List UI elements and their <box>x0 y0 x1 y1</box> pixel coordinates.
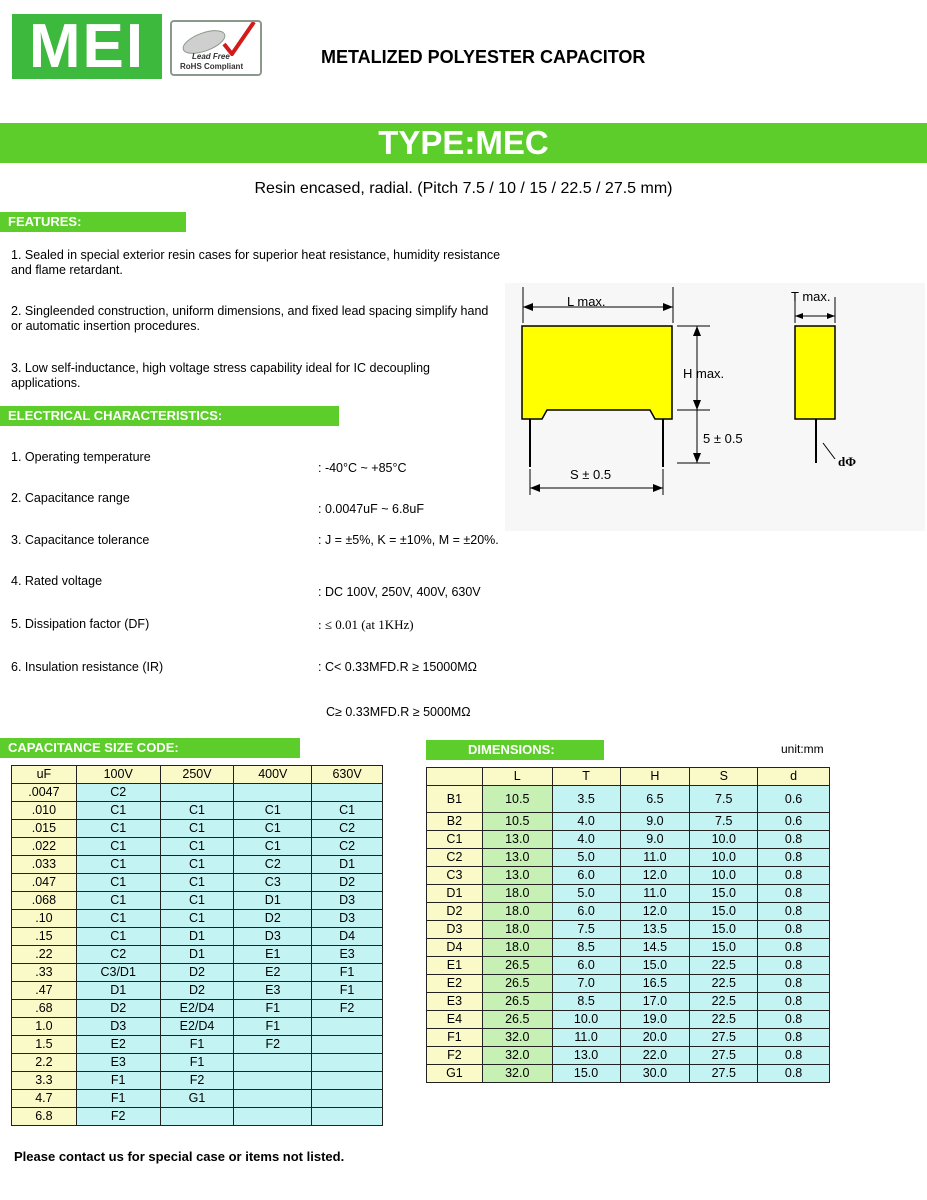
table-row <box>427 1065 830 1083</box>
dim-code-cell: C1 <box>427 831 483 849</box>
capacitance-cell: .022 <box>12 838 77 856</box>
dim-value-cell: 10.5 <box>482 786 552 813</box>
capacitance-cell: .033 <box>12 856 77 874</box>
size-code-cell <box>312 1090 383 1108</box>
size-code-cell: F2 <box>234 1036 312 1054</box>
dim-value-cell: 0.8 <box>758 939 830 957</box>
table-row <box>12 784 383 802</box>
dim-value-cell: 8.5 <box>552 993 620 1011</box>
table-row <box>12 964 383 982</box>
t-max-label: T max. <box>791 289 831 304</box>
size-code-cell: C1 <box>76 874 160 892</box>
size-code-cell <box>312 1108 383 1126</box>
dim-value-cell: 26.5 <box>482 957 552 975</box>
size-col-header: 250V <box>160 766 234 784</box>
dim-value-cell: 6.0 <box>552 957 620 975</box>
h-max-label: H max. <box>683 366 725 381</box>
elec-value-temperature: : -40°C ~ +85°C <box>318 461 407 475</box>
size-code-cell <box>234 1072 312 1090</box>
dim-value-cell: 9.0 <box>620 813 690 831</box>
table-row <box>12 874 383 892</box>
dim-code-cell: E4 <box>427 1011 483 1029</box>
dim-value-cell: 0.8 <box>758 831 830 849</box>
dim-value-cell: 10.0 <box>690 867 758 885</box>
capacitance-cell: .068 <box>12 892 77 910</box>
table-row <box>427 1011 830 1029</box>
dim-code-cell: F1 <box>427 1029 483 1047</box>
dim-value-cell: 18.0 <box>482 903 552 921</box>
table-row <box>12 802 383 820</box>
capacitance-cell: .0047 <box>12 784 77 802</box>
dim-value-cell: 0.8 <box>758 849 830 867</box>
rohs-compliant-text: RoHS Compliant <box>180 62 244 71</box>
size-code-cell: F1 <box>160 1036 234 1054</box>
dim-value-cell: 0.8 <box>758 1011 830 1029</box>
size-code-header: CAPACITANCE SIZE CODE: <box>0 738 300 758</box>
table-row <box>427 885 830 903</box>
size-col-header: uF <box>12 766 77 784</box>
size-code-cell: F2 <box>160 1072 234 1090</box>
dim-code-cell: B1 <box>427 786 483 813</box>
elec-label-voltage: 4. Rated voltage <box>11 574 103 588</box>
size-code-cell: E1 <box>234 946 312 964</box>
size-code-cell: C1 <box>312 802 383 820</box>
table-row <box>12 1090 383 1108</box>
dim-value-cell: 11.0 <box>620 885 690 903</box>
size-code-cell: D3 <box>312 910 383 928</box>
dim-value-cell: 22.5 <box>690 957 758 975</box>
dim-value-cell: 10.0 <box>690 831 758 849</box>
size-code-cell <box>234 1090 312 1108</box>
dim-value-cell: 11.0 <box>552 1029 620 1047</box>
size-code-cell: C1 <box>160 910 234 928</box>
size-code-cell: D2 <box>312 874 383 892</box>
dim-value-cell: 20.0 <box>620 1029 690 1047</box>
size-code-cell: E3 <box>234 982 312 1000</box>
dim-value-cell: 26.5 <box>482 993 552 1011</box>
dim-value-cell: 0.8 <box>758 1029 830 1047</box>
size-code-cell: F1 <box>76 1072 160 1090</box>
dim-value-cell: 22.5 <box>690 993 758 1011</box>
size-col-header: 400V <box>234 766 312 784</box>
dim-value-cell: 0.8 <box>758 903 830 921</box>
size-code-cell <box>312 1018 383 1036</box>
dim-value-cell: 4.0 <box>552 831 620 849</box>
table-row <box>427 1047 830 1065</box>
dimensions-table <box>426 767 830 1083</box>
dim-value-cell: 5.0 <box>552 885 620 903</box>
dim-value-cell: 4.0 <box>552 813 620 831</box>
size-code-cell: D1 <box>312 856 383 874</box>
size-code-cell: C2 <box>234 856 312 874</box>
dim-value-cell: 13.0 <box>482 831 552 849</box>
dim-col-header: L <box>482 768 552 786</box>
dim-value-cell: 22.5 <box>690 975 758 993</box>
table-row <box>427 975 830 993</box>
subtitle: Resin encased, radial. (Pitch 7.5 / 10 / 15 / 22.5 / 27.5 mm) <box>254 180 673 197</box>
s-label: S ± 0.5 <box>570 467 612 482</box>
lead-free-text: Lead Free <box>192 52 230 61</box>
dim-value-cell: 12.0 <box>620 867 690 885</box>
d-phi-label: dΦ <box>838 454 857 469</box>
size-code-cell: D2 <box>160 982 234 1000</box>
dim-value-cell: 0.8 <box>758 975 830 993</box>
size-code-table <box>11 765 383 1126</box>
table-row <box>427 786 830 813</box>
capacitance-cell: .33 <box>12 964 77 982</box>
table-row <box>427 1029 830 1047</box>
table-row <box>427 867 830 885</box>
elec-label-tolerance: 3. Capacitance tolerance <box>11 533 150 547</box>
size-code-cell: D1 <box>160 928 234 946</box>
table-row <box>427 939 830 957</box>
capacitance-cell: .010 <box>12 802 77 820</box>
size-code-cell: D2 <box>160 964 234 982</box>
size-code-cell <box>312 784 383 802</box>
features-header: FEATURES: <box>0 212 186 232</box>
dim-value-cell: 0.6 <box>758 813 830 831</box>
dim-value-cell: 19.0 <box>620 1011 690 1029</box>
dim-value-cell: 0.8 <box>758 885 830 903</box>
capacitance-cell: 3.3 <box>12 1072 77 1090</box>
table-row <box>12 910 383 928</box>
size-code-cell <box>160 784 234 802</box>
dim-value-cell: 13.0 <box>552 1047 620 1065</box>
dim-value-cell: 13.5 <box>620 921 690 939</box>
dim-value-cell: 27.5 <box>690 1065 758 1083</box>
size-code-cell <box>234 784 312 802</box>
size-code-cell <box>312 1036 383 1054</box>
size-code-cell: E2 <box>234 964 312 982</box>
size-code-cell: E3 <box>76 1054 160 1072</box>
dim-value-cell: 10.5 <box>482 813 552 831</box>
dim-value-cell: 6.5 <box>620 786 690 813</box>
table-row <box>12 1000 383 1018</box>
capacitor-dimension-diagram <box>505 283 925 531</box>
dim-value-cell: 11.0 <box>620 849 690 867</box>
dim-value-cell: 7.5 <box>552 921 620 939</box>
feature-item: 2. Singleended construction, uniform dimensions, and fixed lead spacing simplify hand or automatic insertion procedures. <box>11 304 489 333</box>
size-code-cell: C1 <box>160 874 234 892</box>
size-code-cell: C1 <box>76 910 160 928</box>
capacitance-cell: .22 <box>12 946 77 964</box>
dim-value-cell: 3.5 <box>552 786 620 813</box>
table-row <box>12 1054 383 1072</box>
size-code-cell: E2 <box>76 1036 160 1054</box>
table-row <box>12 982 383 1000</box>
dim-value-cell: 6.0 <box>552 903 620 921</box>
dim-value-cell: 8.5 <box>552 939 620 957</box>
size-code-cell: C1 <box>160 892 234 910</box>
electrical-header: ELECTRICAL CHARACTERISTICS: <box>0 406 339 426</box>
dim-value-cell: 18.0 <box>482 939 552 957</box>
size-code-cell: C1 <box>76 838 160 856</box>
dim-value-cell: 17.0 <box>620 993 690 1011</box>
dim-value-cell: 15.0 <box>690 903 758 921</box>
table-row <box>12 856 383 874</box>
dim-code-cell: C2 <box>427 849 483 867</box>
unit-label: unit:mm <box>781 742 824 756</box>
dim-code-cell: D4 <box>427 939 483 957</box>
dim-value-cell: 32.0 <box>482 1065 552 1083</box>
capacitance-cell: 1.5 <box>12 1036 77 1054</box>
table-row <box>12 1018 383 1036</box>
leaf-check-icon <box>172 22 260 56</box>
capacitance-cell: .47 <box>12 982 77 1000</box>
dim-value-cell: 0.6 <box>758 786 830 813</box>
feature-item: 3. Low self-inductance, high voltage stress capability ideal for IC decoupling applications. <box>11 361 430 390</box>
capacitance-cell: 1.0 <box>12 1018 77 1036</box>
elec-value-insulation-2: C≥ 0.33MFD.R ≥ 5000MΩ <box>326 705 471 719</box>
size-code-cell: C2 <box>76 784 160 802</box>
size-code-cell <box>160 1108 234 1126</box>
dim-value-cell: 22.0 <box>620 1047 690 1065</box>
dim-value-cell: 27.5 <box>690 1029 758 1047</box>
dim-value-cell: 5.0 <box>552 849 620 867</box>
dim-code-cell: E3 <box>427 993 483 1011</box>
size-code-cell: F1 <box>312 964 383 982</box>
capacitor-side-view <box>795 326 835 419</box>
dim-code-cell: F2 <box>427 1047 483 1065</box>
size-col-header: 100V <box>76 766 160 784</box>
dim-code-cell: D2 <box>427 903 483 921</box>
size-code-cell: D3 <box>312 892 383 910</box>
size-code-cell: D2 <box>234 910 312 928</box>
capacitor-body <box>522 326 672 419</box>
dim-value-cell: 15.0 <box>552 1065 620 1083</box>
capacitance-cell: .015 <box>12 820 77 838</box>
capacitance-cell: 4.7 <box>12 1090 77 1108</box>
size-code-cell: C2 <box>312 820 383 838</box>
size-code-cell: E3 <box>312 946 383 964</box>
dim-value-cell: 32.0 <box>482 1047 552 1065</box>
mei-logo: MEI <box>12 14 162 79</box>
table-row <box>12 928 383 946</box>
dim-code-cell: E2 <box>427 975 483 993</box>
dim-value-cell: 32.0 <box>482 1029 552 1047</box>
table-row <box>12 1036 383 1054</box>
elec-label-dissipation: 5. Dissipation factor (DF) <box>11 617 150 631</box>
size-code-cell: C2 <box>312 838 383 856</box>
dim-value-cell: 0.8 <box>758 921 830 939</box>
dim-value-cell: 16.5 <box>620 975 690 993</box>
size-code-cell <box>234 1108 312 1126</box>
capacitance-cell: 6.8 <box>12 1108 77 1126</box>
dim-value-cell: 18.0 <box>482 885 552 903</box>
size-code-cell: C1 <box>76 856 160 874</box>
table-header-row <box>12 766 383 784</box>
table-row <box>427 957 830 975</box>
elec-value-voltage: : DC 100V, 250V, 400V, 630V <box>318 585 481 599</box>
capacitance-cell: .68 <box>12 1000 77 1018</box>
elec-label-capacitance: 2. Capacitance range <box>11 491 130 505</box>
table-row <box>12 1108 383 1126</box>
dim-value-cell: 22.5 <box>690 1011 758 1029</box>
rohs-badge <box>170 20 262 76</box>
dim-value-cell: 7.5 <box>690 786 758 813</box>
size-code-cell: D2 <box>76 1000 160 1018</box>
size-code-cell: D1 <box>76 982 160 1000</box>
size-code-cell: C1 <box>234 802 312 820</box>
capacitance-cell: 2.2 <box>12 1054 77 1072</box>
size-code-cell: F2 <box>312 1000 383 1018</box>
elec-value-tolerance: : J = ±5%, K = ±10%, M = ±20%. <box>318 533 499 547</box>
dim-value-cell: 15.0 <box>620 957 690 975</box>
dim-value-cell: 0.8 <box>758 867 830 885</box>
document-title: METALIZED POLYESTER CAPACITOR <box>321 47 646 67</box>
size-code-cell: C1 <box>76 928 160 946</box>
size-code-cell: F1 <box>160 1054 234 1072</box>
size-code-cell: C1 <box>234 820 312 838</box>
table-row <box>12 1072 383 1090</box>
capacitance-cell: .047 <box>12 874 77 892</box>
size-code-cell <box>312 1072 383 1090</box>
table-row <box>427 993 830 1011</box>
dim-value-cell: 10.0 <box>552 1011 620 1029</box>
dim-value-cell: 27.5 <box>690 1047 758 1065</box>
dim-value-cell: 15.0 <box>690 885 758 903</box>
size-code-cell: D3 <box>76 1018 160 1036</box>
dim-code-cell: D3 <box>427 921 483 939</box>
size-code-cell <box>234 1054 312 1072</box>
feature-item: 1. Sealed in special exterior resin cases for superior heat resistance, humidity resistance and flame retardant. <box>11 248 501 277</box>
table-row <box>427 849 830 867</box>
dim-value-cell: 7.0 <box>552 975 620 993</box>
footer-note: Please contact us for special case or items not listed. <box>14 1149 345 1164</box>
lead-length-label: 5 ± 0.5 <box>703 431 743 446</box>
table-header-row <box>427 768 830 786</box>
table-row <box>427 921 830 939</box>
size-code-cell: F1 <box>76 1090 160 1108</box>
dim-value-cell: 12.0 <box>620 903 690 921</box>
table-row <box>12 892 383 910</box>
size-code-cell: E2/D4 <box>160 1000 234 1018</box>
dim-col-header <box>427 768 483 786</box>
l-max-label: L max. <box>567 294 606 309</box>
dim-code-cell: D1 <box>427 885 483 903</box>
size-code-cell: C1 <box>76 820 160 838</box>
size-code-cell: C1 <box>234 838 312 856</box>
dim-value-cell: 30.0 <box>620 1065 690 1083</box>
size-col-header: 630V <box>312 766 383 784</box>
dim-value-cell: 13.0 <box>482 867 552 885</box>
capacitance-cell: .15 <box>12 928 77 946</box>
size-code-cell: F1 <box>234 1018 312 1036</box>
dim-col-header: d <box>758 768 830 786</box>
size-code-cell: C3 <box>234 874 312 892</box>
size-code-cell: C1 <box>160 820 234 838</box>
dim-value-cell: 0.8 <box>758 1065 830 1083</box>
dim-code-cell: E1 <box>427 957 483 975</box>
table-row <box>12 838 383 856</box>
dim-col-header: H <box>620 768 690 786</box>
size-code-cell <box>312 1054 383 1072</box>
table-row <box>12 946 383 964</box>
dim-value-cell: 10.0 <box>690 849 758 867</box>
dim-value-cell: 15.0 <box>690 921 758 939</box>
size-code-cell: C1 <box>160 838 234 856</box>
dim-value-cell: 26.5 <box>482 975 552 993</box>
size-code-cell: F1 <box>234 1000 312 1018</box>
dim-code-cell: G1 <box>427 1065 483 1083</box>
type-banner: TYPE:MEC <box>0 123 927 163</box>
dim-value-cell: 0.8 <box>758 993 830 1011</box>
dim-col-header: S <box>690 768 758 786</box>
dim-value-cell: 0.8 <box>758 957 830 975</box>
size-code-cell: D1 <box>160 946 234 964</box>
dim-value-cell: 9.0 <box>620 831 690 849</box>
size-code-cell: C1 <box>160 856 234 874</box>
dim-value-cell: 14.5 <box>620 939 690 957</box>
capacitance-cell: .10 <box>12 910 77 928</box>
dim-value-cell: 18.0 <box>482 921 552 939</box>
size-code-cell: C1 <box>76 892 160 910</box>
dim-code-cell: C3 <box>427 867 483 885</box>
size-code-cell: F1 <box>312 982 383 1000</box>
dimensions-header: DIMENSIONS: <box>426 740 604 760</box>
size-code-cell: C1 <box>160 802 234 820</box>
elec-label-temperature: 1. Operating temperature <box>11 450 151 464</box>
dim-value-cell: 6.0 <box>552 867 620 885</box>
dim-col-header: T <box>552 768 620 786</box>
size-code-cell: D1 <box>234 892 312 910</box>
size-code-cell: F2 <box>76 1108 160 1126</box>
table-row <box>12 820 383 838</box>
elec-label-insulation: 6. Insulation resistance (IR) <box>11 660 164 674</box>
size-code-cell: C3/D1 <box>76 964 160 982</box>
size-code-cell: D4 <box>312 928 383 946</box>
elec-value-capacitance: : 0.0047uF ~ 6.8uF <box>318 502 424 516</box>
size-code-cell: E2/D4 <box>160 1018 234 1036</box>
dim-value-cell: 13.0 <box>482 849 552 867</box>
size-code-cell: C1 <box>76 802 160 820</box>
size-code-cell: D3 <box>234 928 312 946</box>
elec-value-dissipation: : ≤ 0.01 (at 1KHz) <box>318 617 414 632</box>
table-row <box>427 903 830 921</box>
dim-value-cell: 7.5 <box>690 813 758 831</box>
size-code-cell: G1 <box>160 1090 234 1108</box>
dim-value-cell: 15.0 <box>690 939 758 957</box>
table-row <box>427 813 830 831</box>
size-code-cell: C2 <box>76 946 160 964</box>
dim-code-cell: B2 <box>427 813 483 831</box>
elec-value-insulation: : C< 0.33MFD.R ≥ 15000MΩ <box>318 660 477 674</box>
table-row <box>427 831 830 849</box>
dim-value-cell: 0.8 <box>758 1047 830 1065</box>
dim-value-cell: 26.5 <box>482 1011 552 1029</box>
